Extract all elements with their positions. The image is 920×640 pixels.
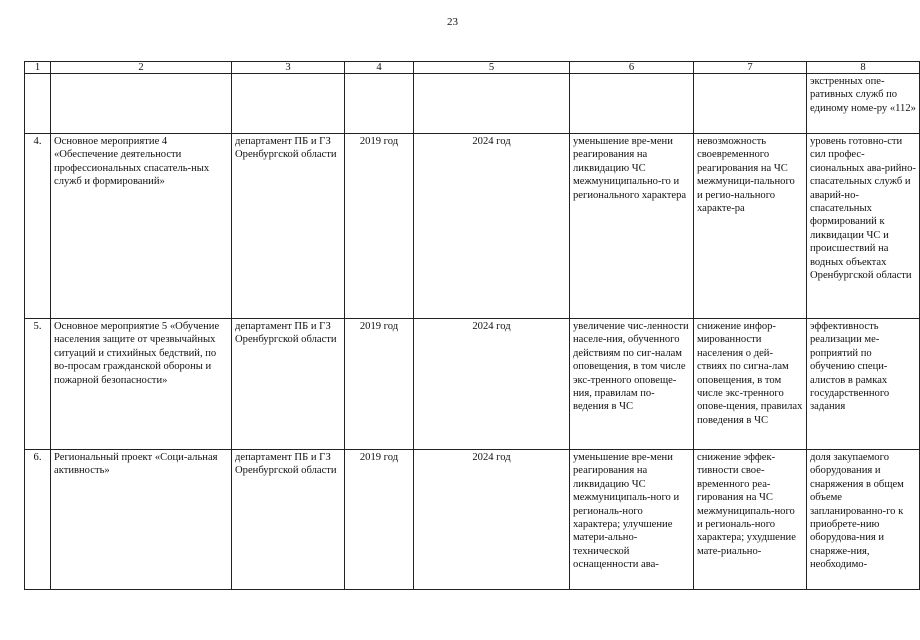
executor: департамент ПБ и ГЗ Оренбургской области <box>232 134 345 319</box>
table-cell <box>694 74 807 134</box>
row-number: 4. <box>25 134 51 319</box>
table-cell <box>232 74 345 134</box>
related-indicator: доля закупаемого оборудования и снаряжения в общем объеме запланированно-го к приобрете-нию оборудова-ния и снаряже-ния, необходимо- <box>807 450 920 590</box>
indicator-cell <box>807 74 920 134</box>
start-year: 2019 год <box>345 319 414 450</box>
column-number-2: 2 <box>51 62 232 74</box>
end-year: 2024 год <box>414 450 570 590</box>
expected-result: уменьшение вре-мени реагирования на ликвидацию ЧС межмуниципально-го и регионального характера <box>570 134 694 319</box>
expected-result: уменьшение вре-мени реагирования на ликвидацию ЧС межмуниципаль-ного и региональ-ного характера; улучшение матери-ально-технической оснащенности ава- <box>570 450 694 590</box>
expected-result: увеличение чис-ленности населе-ния, обученного действиям по сиг-налам оповещения, в том числе экс-тренного оповеще-ния, правилам по-ведения в ЧС <box>570 319 694 450</box>
column-number-4: 4 <box>345 62 414 74</box>
event-name: Региональный проект «Соци-альная активность» <box>51 450 232 590</box>
event-name: Основное мероприятие 5 «Обучение населения защите от чрезвычайных ситуаций и стихийных бедствий, по во-просам гражданской обороны и пожарной безопасности» <box>51 319 232 450</box>
column-number-5: 5 <box>414 62 570 74</box>
column-number-8: 8 <box>807 62 920 74</box>
column-number-6: 6 <box>570 62 694 74</box>
non-implementation-consequence: снижение инфор-мированности населения о дей-ствиях по сигна-лам оповещения, в том числе экс-тренного опове-щения, правилах поведения в ЧС <box>694 319 807 450</box>
table-cell <box>570 74 694 134</box>
related-indicator: уровень готовно-сти сил профес-сиональных ава-рийно-спасательных служб и аварий-но-спасательных формирований к ликвидации ЧС и происшествий на водных объектах Оренбургской области <box>807 134 920 319</box>
row-number: 5. <box>25 319 51 450</box>
table-cell <box>345 74 414 134</box>
indicator-text: экстренных опе-ративных служб по единому номе-ру «112» <box>810 76 916 114</box>
executor: департамент ПБ и ГЗ Оренбургской области <box>232 319 345 450</box>
table-cell <box>414 74 570 134</box>
table-cell <box>51 74 232 134</box>
table-row <box>25 319 920 450</box>
continuation-row <box>25 74 920 134</box>
end-year: 2024 год <box>414 134 570 319</box>
start-year: 2019 год <box>345 450 414 590</box>
table-row <box>25 134 920 319</box>
non-implementation-consequence: невозможность своевременного реагирования на ЧС межмуници-пального и регио-нального характе-ра <box>694 134 807 319</box>
column-number-3: 3 <box>232 62 345 74</box>
column-number-row <box>25 62 920 74</box>
non-implementation-consequence: снижение эффек-тивности свое-временного реа-гирования на ЧС межмуниципаль-ного и региональ-ного характера; ухудшение мате-риально- <box>694 450 807 590</box>
related-indicator: эффективность реализации ме-роприятий по обучению специ-алистов в рамках государственного задания <box>807 319 920 450</box>
table-cell <box>25 74 51 134</box>
page-number: 23 <box>447 16 458 28</box>
start-year: 2019 год <box>345 134 414 319</box>
row-number: 6. <box>25 450 51 590</box>
executor: департамент ПБ и ГЗ Оренбургской области <box>232 450 345 590</box>
column-number-1: 1 <box>25 62 51 74</box>
end-year: 2024 год <box>414 319 570 450</box>
table-row <box>25 450 920 590</box>
program-measures-table <box>24 61 920 590</box>
event-name: Основное мероприятие 4 «Обеспечение деятельности профессиональных спасатель-ных служб и формирований» <box>51 134 232 319</box>
column-number-7: 7 <box>694 62 807 74</box>
